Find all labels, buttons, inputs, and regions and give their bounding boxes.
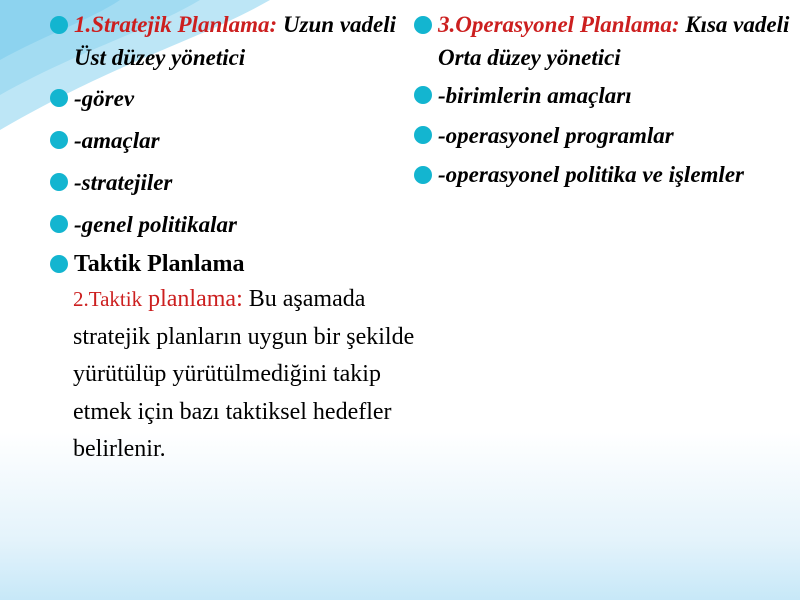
list-item-label: -birimlerin amaçları [438,83,632,108]
left-column [50,8,420,469]
bullet-icon [414,166,432,184]
bullet-icon [50,131,68,149]
taktik-paragraph-text: Bu aşamada stratejik planların uygun bir şekilde yürütülüp yürütülmediğini takip etmek için bazı taktiksel hedefler belirlenir. [73,286,415,462]
bullet-icon [414,16,432,34]
bullet-icon [50,215,68,233]
list-item [50,123,420,158]
list-item-label: -genel politikalar [74,212,237,237]
list-item-label: -operasyonel politika ve işlemler [438,162,744,187]
bullet-icon [50,255,68,273]
list-item [414,118,798,153]
operasyonel-planlama-item [414,8,798,74]
list-item-label: -amaçlar [74,128,160,153]
list-item [50,81,420,116]
list-item [50,165,420,200]
bullet-icon [50,89,68,107]
list-item [50,207,420,242]
list-item-label: -görev [74,86,135,111]
stratejik-planlama-title: 1.Stratejik Planlama: [74,12,278,37]
list-item [414,158,798,191]
taktik-label-small: 2.Taktik [73,287,143,311]
list-item-label: -operasyonel programlar [438,123,674,148]
operasyonel-planlama-title: 3.Operasyonel Planlama: [438,12,680,37]
bullet-icon [50,173,68,191]
bullet-icon [50,16,68,34]
bullet-icon [414,86,432,104]
list-item-label: -stratejiler [74,170,173,195]
taktik-planlama-heading [50,249,420,279]
taktik-planlama-heading-label: Taktik Planlama [74,251,245,277]
list-item [414,78,798,113]
right-column [414,8,798,196]
stratejik-planlama-desc: Uzun vadeli Üst düzey yönetici [74,12,397,70]
bullet-icon [414,126,432,144]
taktik-label-rest: planlama: [142,286,243,312]
stratejik-planlama-item [50,8,420,74]
taktik-planlama-paragraph [50,281,420,469]
operasyonel-planlama-desc: Kısa vadeli Orta düzey yönetici [438,12,790,70]
